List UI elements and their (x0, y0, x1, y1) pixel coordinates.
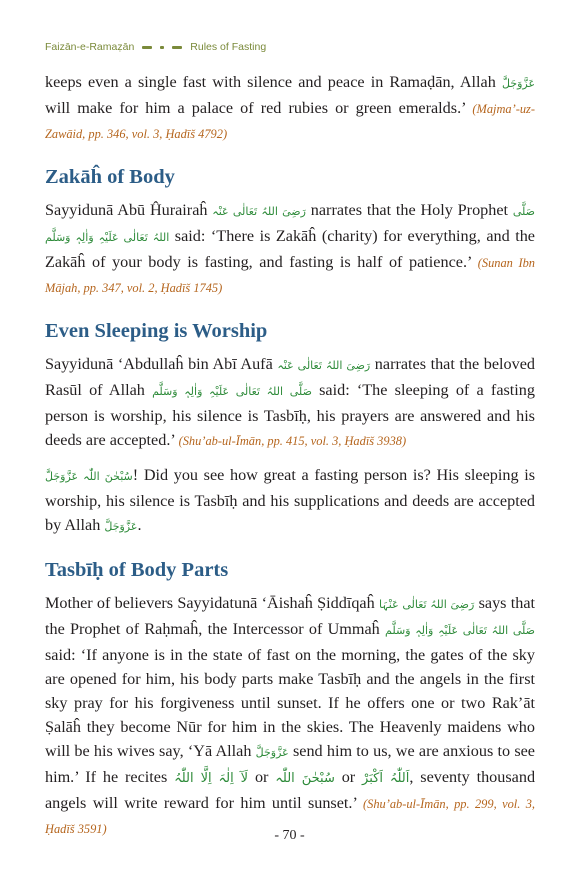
sleeping-paragraph (45, 352, 535, 453)
arabic-honorific: رَضِیَ اللہُ تَعَالٰی عَنْہ (277, 359, 371, 372)
section-heading-tasbih: Tasbīḥ of Body Parts (45, 559, 229, 581)
arabic-salutation: صَلَّی اللہُ تَعَالٰی عَلَیْہِ وَاٰلِہٖ وَسَلَّم (385, 624, 536, 637)
paragraph-text: , seventy thousand angels will write reward for him until sunset.’ (45, 768, 536, 812)
hadith-reference: (Shu’ab-ul-Īmān, pp. 299, vol. 3, Ḥadīš 3591) (45, 797, 535, 836)
header-separator-dash (172, 46, 182, 49)
running-header (45, 38, 534, 56)
section-heading-sleeping: Even Sleeping is Worship (45, 320, 268, 342)
paragraph-text: said: ‘If anyone is in the state of fast on the morning, the gates of the sky are opened for him, his body parts make Tasbīḥ and the angels in the first sky pray for his forgiveness until sunset. If he offers one or two Rak’āt Ṣalāĥ they become Nūr for him in the skies. The Heavenly maidens who will be his wives say, ‘Yā Allah (45, 646, 535, 760)
intro-paragraph (45, 70, 535, 146)
arabic-honorific: عَزَّوَجَلَّ (104, 520, 138, 533)
paragraph-text: Mother of believers Sayyidatunā ‘Āishaĥ Ṣiddīqaĥ (45, 594, 379, 612)
arabic-honorific: رَضِیَ اللہُ تَعَالٰی عَنْہَا (378, 598, 475, 611)
paragraph-text: says that the Prophet of Raḥmaĥ, the Intercessor of Ummaĥ (45, 594, 535, 638)
paragraph-text: said: ‘There is Zakāĥ (charity) for everything, and the Zakāĥ of your body is fasting, and fasting is half of patience.’ (45, 227, 535, 271)
paragraph-text: will make for him a palace of red rubies or green emeralds.’ (45, 99, 473, 117)
zakah-paragraph (45, 198, 535, 300)
paragraph-text: said: ‘The sleeping of a fasting person is worship, his silence is Tasbīḥ, his prayers are answered and his deeds are accepted.’ (45, 381, 535, 449)
arabic-exclamation: سُبْحٰنَ اللّٰہ عَزَّوَجَلَّ (45, 470, 133, 483)
hadith-reference: (Majma’-uz-Zawāid, pp. 346, vol. 3, Ḥadīš 4792) (45, 102, 535, 141)
paragraph-text: narrates that the Holy Prophet (305, 201, 513, 219)
paragraph-text: or (248, 768, 276, 786)
page-body (45, 70, 535, 851)
arabic-honorific: رَضِیَ اللہُ تَعَالٰی عَنْہ (212, 205, 306, 218)
arabic-tasbih: سُبْحٰنَ اللّٰہ (275, 771, 335, 786)
sleeping-commentary-paragraph (45, 463, 535, 539)
section-heading-zakah: Zakāĥ of Body (45, 166, 175, 188)
paragraph-text: or (334, 768, 363, 786)
arabic-honorific: عَزَّوَجَلَّ (255, 746, 289, 759)
tasbih-paragraph (45, 591, 535, 841)
arabic-honorific: عَزَّوَجَلَّ (501, 77, 536, 90)
hadith-reference: (Sunan Ibn Mājah, pp. 347, vol. 2, Ḥadīš 1745) (45, 256, 535, 295)
paragraph-text: send him to us, we are anxious to see him.’ If he recites (45, 742, 535, 786)
arabic-takbir: اَللّٰہُ اَکْبَرْ (362, 771, 410, 786)
page-number: - 70 - (274, 828, 305, 843)
arabic-salutation: صَلَّی اللہُ تَعَالٰی عَلَیْہِ وَاٰلِہٖ وَسَلَّم (152, 385, 312, 398)
book-title: Faizān-e-Ramaẓān (45, 41, 135, 53)
paragraph-text: keeps even a single fast with silence and peace in Ramaḍān, Allah (45, 73, 496, 91)
paragraph-text: narrates that the beloved Rasūl of Allah (45, 355, 535, 399)
paragraph-text: Sayyidunā Abū Ĥurairaĥ (45, 201, 213, 219)
paragraph-text: ! Did you see how great a fasting person is? His sleeping is worship, his silence is Tasbīḥ and his supplications and deeds are accepted by Allah (45, 466, 535, 534)
header-separator-dot (160, 46, 164, 49)
chapter-title: Rules of Fasting (190, 41, 267, 53)
arabic-salutation: صَلَّی اللہُ تَعَالٰی عَلَیْہِ وَاٰلِہٖ وَسَلَّم (45, 205, 535, 244)
arabic-tahlil: لَآ اِلٰہَ اِلَّا اللّٰہُ (174, 771, 249, 786)
paragraph-text: . (137, 516, 142, 534)
header-separator-dash (142, 46, 152, 49)
paragraph-text: Sayyidunā ‘Abdullaĥ bin Abī Aufā (45, 355, 278, 373)
hadith-reference: (Shu’ab-ul-Īmān, pp. 415, vol. 3, Ḥadīš 3938) (178, 434, 407, 448)
